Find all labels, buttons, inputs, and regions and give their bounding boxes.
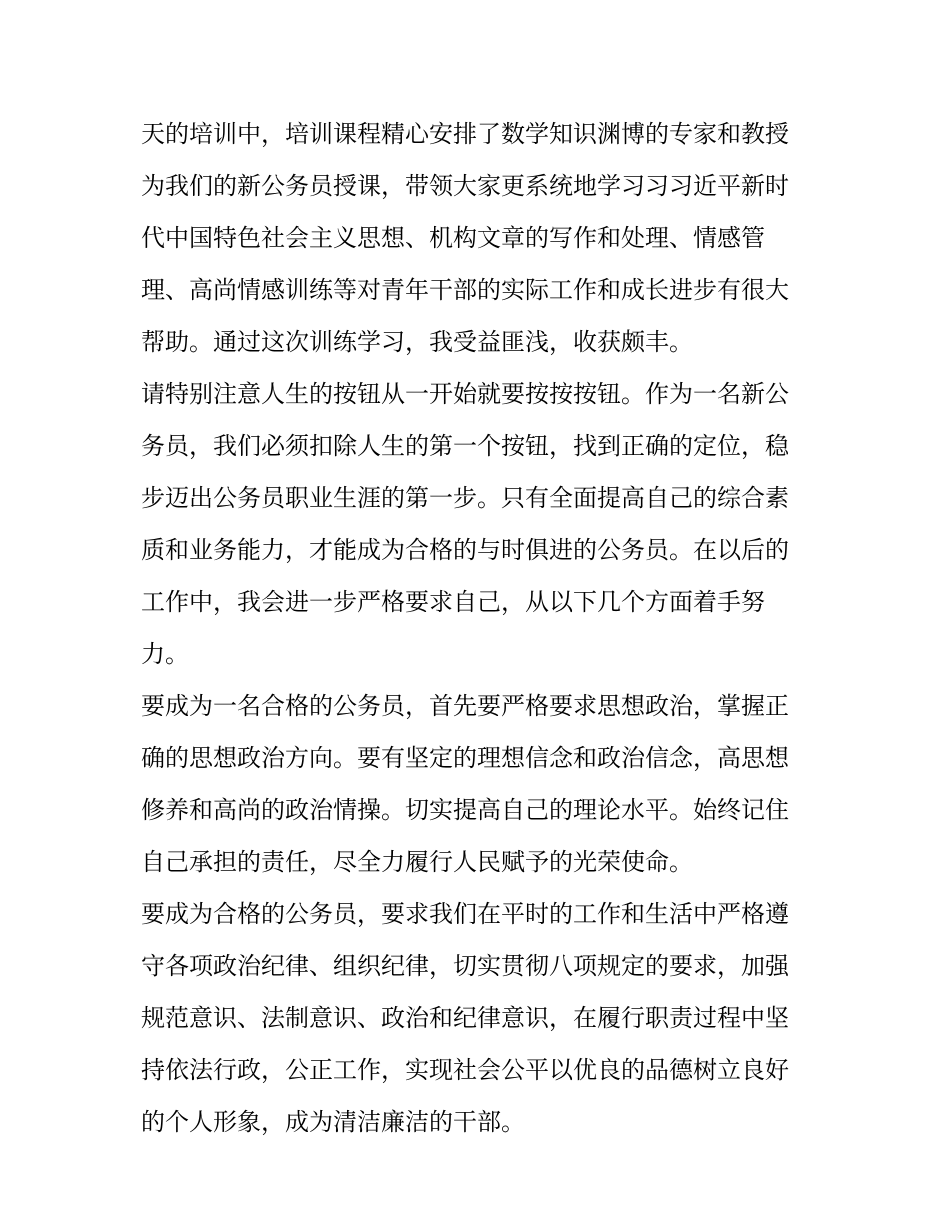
text-line: 要成为合格的公务员，要求我们在平时的工作和生活中严格遵 bbox=[141, 900, 789, 928]
text-line: 力。 bbox=[141, 640, 189, 668]
text-line: 要成为一名合格的公务员，首先要严格要求思想政治，掌握正 bbox=[141, 692, 789, 720]
text-line: 代中国特色社会主义思想、机构文章的写作和处理、情感管 bbox=[141, 224, 765, 252]
text-line: 工作中，我会进一步严格要求自己，从以下几个方面着手努 bbox=[141, 588, 765, 616]
text-line: 质和业务能力，才能成为合格的与时俱进的公务员。在以后的 bbox=[141, 536, 789, 564]
text-line: 确的思想政治方向。要有坚定的理想信念和政治信念，高思想 bbox=[141, 744, 789, 772]
text-line: 修养和高尚的政治情操。切实提高自己的理论水平。始终记住 bbox=[141, 796, 789, 824]
text-line: 请特别注意人生的按钮从一开始就要按按按钮。作为一名新公 bbox=[141, 380, 789, 408]
text-line: 帮助。通过这次训练学习，我受益匪浅，收获颇丰。 bbox=[141, 328, 693, 356]
text-line: 天的培训中，培训课程精心安排了数学知识渊博的专家和教授 bbox=[141, 120, 789, 148]
text-line: 自己承担的责任，尽全力履行人民赋予的光荣使命。 bbox=[141, 848, 693, 876]
text-line: 为我们的新公务员授课，带领大家更系统地学习习习近平新时 bbox=[141, 172, 789, 200]
text-line: 的个人形象，成为清洁廉洁的干部。 bbox=[141, 1108, 525, 1136]
text-line: 规范意识、法制意识、政治和纪律意识，在履行职责过程中坚 bbox=[141, 1004, 789, 1032]
text-line: 守各项政治纪律、组织纪律，切实贯彻八项规定的要求，加强 bbox=[141, 952, 789, 980]
text-line: 务员，我们必须扣除人生的第一个按钮，找到正确的定位，稳 bbox=[141, 432, 789, 460]
text-line: 理、高尚情感训练等对青年干部的实际工作和成长进步有很大 bbox=[141, 276, 789, 304]
text-line: 步迈出公务员职业生涯的第一步。只有全面提高自己的综合素 bbox=[141, 484, 789, 512]
document-body bbox=[141, 108, 813, 1148]
text-line: 持依法行政，公正工作，实现社会公平以优良的品德树立良好 bbox=[141, 1056, 789, 1084]
